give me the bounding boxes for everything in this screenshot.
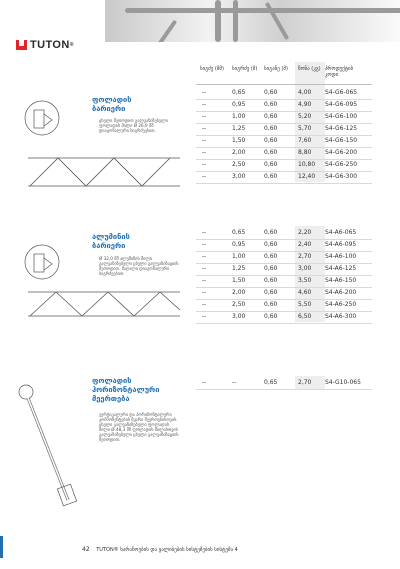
col-head-code: პროდუქტის კოდი <box>325 66 354 78</box>
table-row <box>196 376 372 390</box>
brand-reg: ® <box>69 42 74 48</box>
table-cell: 2,40 <box>298 241 312 248</box>
table-cell: 3,00 <box>298 265 312 272</box>
scaffold-photo <box>105 0 400 42</box>
table-cell: 3,00 <box>232 313 246 320</box>
table-cell: -- <box>202 125 207 132</box>
table-cell: 2,00 <box>232 149 246 156</box>
table-cell: 0,60 <box>264 229 278 236</box>
section-desc-aluminium-barrier: Ø 32,0 მმ ალუმინის მილი გალვანიზებული ცხელი გალვანიზაციის მეთოდით. მაღალი დიაგონალური სიგრძეებით. <box>99 256 179 276</box>
table-cell: S4-A6-300 <box>325 313 357 320</box>
table-cell: 0,65 <box>232 89 246 96</box>
table-cell: S4-A6-150 <box>325 277 357 284</box>
tuton-logo-icon <box>16 40 27 50</box>
table-cell: -- <box>202 379 207 386</box>
brand-name: TUTON <box>30 39 70 51</box>
table-cell: 2,70 <box>298 253 312 260</box>
table-cell: 1,25 <box>232 125 246 132</box>
table-cell: 2,50 <box>232 161 246 168</box>
table-cell: -- <box>202 241 207 248</box>
section-desc-steel-barrier: ცხელი მეთოდით გალვანიზებული ფოლადის მილი Ø 26,9 მმ. დიაგონალური სიგრძეებით. <box>99 118 168 133</box>
table-cell: 4,00 <box>298 89 312 96</box>
table-cell: S4-A6-250 <box>325 301 357 308</box>
table-cell: -- <box>202 149 207 156</box>
aluminium-barrier-drawing <box>20 240 190 320</box>
table-cell: 0,60 <box>264 265 278 272</box>
table-cell: 0,65 <box>232 229 246 236</box>
table-cell: S4-G6-250 <box>325 161 358 168</box>
table-cell: 1,25 <box>232 265 246 272</box>
page-footer <box>82 546 238 553</box>
table-cell: 0,60 <box>264 137 278 144</box>
table-cell: 0,95 <box>232 101 246 108</box>
table-cell: 0,60 <box>264 89 278 96</box>
table-cell: S4-G6-095 <box>325 101 358 108</box>
col-head-width: სიგანე (მ) <box>264 66 288 72</box>
table-cell: 4,60 <box>298 289 312 296</box>
table-cell: S4-G6-065 <box>325 89 358 96</box>
table-cell: 0,60 <box>264 125 278 132</box>
table-cell: 0,60 <box>264 241 278 248</box>
table-cell: -- <box>202 253 207 260</box>
table-cell: 12,40 <box>298 173 316 180</box>
page-number: 42 <box>82 546 90 553</box>
table-cell: -- <box>202 161 207 168</box>
table-cell: S4-G6-300 <box>325 173 358 180</box>
table-cell: S4-A6-100 <box>325 253 357 260</box>
steel-barrier-drawing <box>20 100 190 190</box>
table-cell: -- <box>202 173 207 180</box>
brand-logo <box>16 38 74 52</box>
table-cell: 0,60 <box>264 277 278 284</box>
table-cell: 5,70 <box>298 125 312 132</box>
table-cell: 2,00 <box>232 289 246 296</box>
section-title-horizontal-connector: ფოლადის ჰორიზონტალური მეერთება <box>92 376 160 403</box>
table-cell: 0,60 <box>264 101 278 108</box>
table-cell: 2,50 <box>232 301 246 308</box>
table-cell: S4-A6-200 <box>325 289 357 296</box>
table-cell: S4-G6-125 <box>325 125 358 132</box>
table-cell: -- <box>202 101 207 108</box>
table-cell: -- <box>202 289 207 296</box>
table-cell: 5,20 <box>298 113 312 120</box>
table-cell: 3,50 <box>298 277 312 284</box>
table-cell: S4-G6-150 <box>325 137 358 144</box>
table-row <box>196 170 372 184</box>
table-cell: 0,65 <box>264 379 278 386</box>
table-cell: -- <box>202 137 207 144</box>
col-head-weight: წონა (კგ) <box>298 66 321 72</box>
table-cell: S4-G6-200 <box>325 149 358 156</box>
table-cell: -- <box>202 313 207 320</box>
footer-text: TUTON® ხარაჩოების და ყალიბების სისტემების სისტემა 4 <box>96 547 238 553</box>
table-cell: 0,60 <box>264 149 278 156</box>
table-cell: -- <box>232 379 237 386</box>
table-cell: 7,60 <box>298 137 312 144</box>
table-cell: 6,50 <box>298 313 312 320</box>
page-edge-marker <box>0 536 3 558</box>
table-cell: S4-A6-125 <box>325 265 357 272</box>
table-cell: 0,60 <box>264 113 278 120</box>
table-cell: 0,60 <box>264 289 278 296</box>
table-cell: 2,20 <box>298 229 312 236</box>
table-cell: 0,60 <box>264 313 278 320</box>
section-desc-horizontal-connector: ვერტიკალური და ჰორიზონტალური კომპონენტების მყარი შეერთებისთვის. ცხელი გალვანიზებული ფოლადის მილი Ø 48,3 მმ ფოლადის მილისთვის გალვანიზებული ცხელი გალვანიზაციის მეთოდით. <box>99 412 179 442</box>
col-head-length-m: სიგრძე (მ) <box>232 66 258 72</box>
table-cell: -- <box>202 229 207 236</box>
table-cell: -- <box>202 113 207 120</box>
table-cell: 10,80 <box>298 161 316 168</box>
table-cell: 1,00 <box>232 253 246 260</box>
header-rule <box>196 84 372 85</box>
table-cell: S4-G10-065 <box>325 379 361 386</box>
table-cell: 0,60 <box>264 253 278 260</box>
table-cell: 0,60 <box>264 161 278 168</box>
section-title-aluminium-barrier: ალუმინის ბარიერი <box>92 232 130 250</box>
table-cell: -- <box>202 265 207 272</box>
section-title-steel-barrier: ფოლადის ბარიერი <box>92 95 132 113</box>
table-cell: -- <box>202 89 207 96</box>
table-cell: 1,50 <box>232 137 246 144</box>
table-cell: 5,50 <box>298 301 312 308</box>
table-cell: 1,00 <box>232 113 246 120</box>
table-cell: S4-A6-065 <box>325 229 357 236</box>
table-cell: 2,70 <box>298 379 312 386</box>
table-cell: S4-G6-100 <box>325 113 358 120</box>
table-row <box>196 310 372 324</box>
table-cell: 0,95 <box>232 241 246 248</box>
col-head-length-mm: სიგძე (მმ) <box>200 66 224 72</box>
table-cell: 3,00 <box>232 173 246 180</box>
table-cell: 0,60 <box>264 301 278 308</box>
table-cell: -- <box>202 277 207 284</box>
table-cell: -- <box>202 301 207 308</box>
table-cell: 0,60 <box>264 173 278 180</box>
table-cell: 4,90 <box>298 101 312 108</box>
table-cell: S4-A6-095 <box>325 241 357 248</box>
table-cell: 8,80 <box>298 149 312 156</box>
table-cell: 1,50 <box>232 277 246 284</box>
horizontal-connector-drawing <box>16 380 86 520</box>
